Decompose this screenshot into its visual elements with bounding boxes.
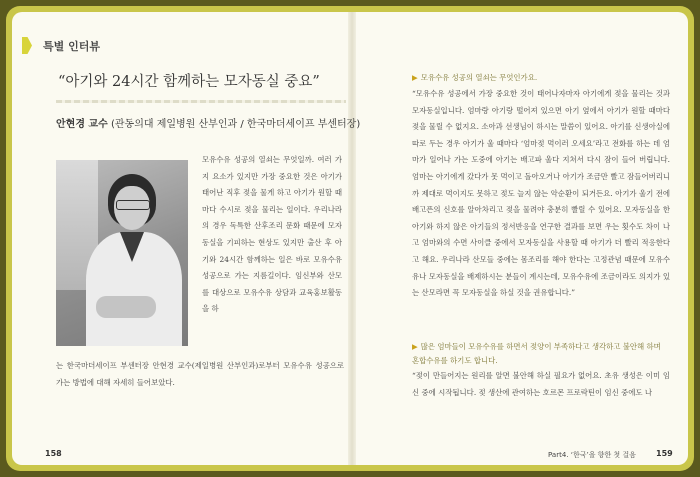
answer-1-text: “모유수유 성공에서 가장 중요한 것이 태어나자마자 아기에게 젖을 물리는 것과 모자동실입니다. 엄마랑 아기랑 떨어져 있으면 아기 옆에서 아기가 원할 때마다 젖을 물릴 수 없지요. 소아과 선생님이 하시는 말씀이 있어요. 아기를 신생아실에 따로 두는 경우 아기가 울 때마다 ‘엄마젖 먹이러 오세요’라고 전화를 하는 데 엄마가 일어나 가는 도중에 아기는 배고파 울다 지쳐서 다시 잠이 들어 버립니다. 엄마는 아기에게 갔다가 못 먹이고 돌아오거나 아기가 조금만 빨고 잠들어버리니까 제대로 먹이지도 못하고 젖도 늘지 않는 악순환이 되거든요. 아기가 울기 전에 배고픈의 신호를 알아차리고 젖을 물려야 충분히 빨릴 수 있어요. 모자동실을 한 아기와 하지 않은 아기들의 정서반응을 연구한 결과를 보면 우는 횟수도 차이 나고 엄마와의 수면 사이클 중에서 모자동실을 사용할 때 아기가 더 빨리 적응한다고 해요. 우리나라 산모들 중에는 몸조리를 해야 한다는 고정관념 때문에 모유수유나 모자동실을 배제하시는 분들이 계시는데, 모유수유에 조금이라도 의지가 있는 산모라면 꼭 모자동실을 하실 것을 권유합니다.”	[412, 89, 670, 298]
section-tag-marker	[22, 37, 32, 54]
author-affiliation: (관동의대 제일병원 산부인과 / 한국마더세이프 부센터장)	[110, 119, 361, 130]
byline	[56, 115, 360, 130]
intro-column-text: 모유수유 성공의 열쇠는 무엇일까. 여러 가지 요소가 있지만 가장 중요한 것은 아기가 태어난 직후 젖을 물게 하고 아기가 원할 때마다 수시로 젖을 물리는 일이다. 우리나라의 경우 독특한 산후조리 문화 때문에 모자동실을 기피하는 현상도 있지만 출산 후 아기와 24시간 함께하는 일은 바로 모유수유 성공으로 가는 지름길이다. 임신부와 산모를 대상으로 모유수유 상담과 교육홍보활동을 하	[202, 155, 342, 314]
page-number-right: 159	[656, 449, 673, 458]
answer-2-text: “젖이 만들어지는 원리를 알면 불안해 하실 필요가 없어요. 초유 생성은 이미 임신 중에 시작됩니다. 젖 생산에 관여하는 호르몬 프로락틴이 임신 중에도 나	[412, 371, 670, 397]
photo-hands	[96, 296, 156, 318]
question-1-text: 모유수유 성공의 열쇠는 무엇인가요.	[420, 73, 538, 82]
section-label: 특별 인터뷰	[43, 40, 100, 53]
doctor-photo	[56, 160, 188, 346]
page-number-left: 158	[45, 449, 62, 458]
arrow-icon: ▶	[412, 73, 418, 82]
author-name: 안현경 교수	[56, 119, 108, 130]
photo-glasses	[116, 200, 150, 210]
decorative-rule	[56, 100, 346, 103]
running-footer: Part4. ‘한국’을 향한 첫 걸음	[548, 451, 636, 459]
article-headline: “아기와 24시간 함께하는 모자동실 중요”	[58, 74, 320, 90]
magazine-spread	[12, 12, 688, 465]
question-2-text: 많은 엄마들이 모유수유를 하면서 젖양이 부족하다고 생각하고 불안해 하며 혼합수유를 하기도 합니다.	[412, 342, 661, 365]
question-1	[412, 71, 652, 85]
intro-continuation-text: 는 한국마더세이프 부센터장 안현경 교수(제일병원 산부인과)로부터 모유수유 성공으로 가는 방법에 대해 자세히 들어보았다.	[56, 361, 344, 387]
book-gutter	[348, 12, 356, 465]
arrow-icon: ▶	[412, 342, 418, 351]
question-2	[412, 340, 670, 368]
